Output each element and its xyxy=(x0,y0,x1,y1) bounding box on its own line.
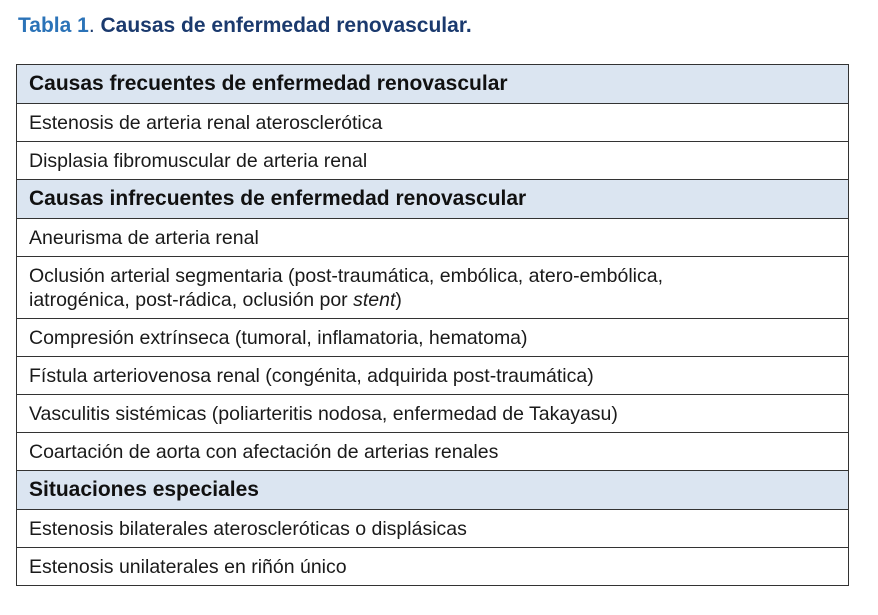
cause-line-2 xyxy=(29,288,836,312)
caption-separator: . xyxy=(88,14,95,37)
table-row xyxy=(17,219,849,257)
section-heading-frequent: Causas frecuentes de enfermedad renovascular xyxy=(17,65,849,104)
table-row xyxy=(17,257,849,319)
table-number: Tabla 1 xyxy=(18,14,89,37)
cause-cell: Aneurisma de arteria renal xyxy=(17,219,849,257)
table-row xyxy=(17,433,849,471)
cause-cell: Estenosis bilaterales ateroscleróticas o displásicas xyxy=(17,510,849,548)
table-row xyxy=(17,395,849,433)
table-row xyxy=(17,548,849,586)
cause-line-2-suffix: ) xyxy=(395,288,402,311)
section-header-row xyxy=(17,180,849,219)
table-title: Causas de enfermedad renovascular. xyxy=(100,14,472,37)
causes-table xyxy=(16,64,849,586)
cause-cell: Compresión extrínseca (tumoral, inflamatoria, hematoma) xyxy=(17,319,849,357)
table-row xyxy=(17,357,849,395)
cause-cell: Coartación de aorta con afectación de arterias renales xyxy=(17,433,849,471)
cause-cell: Estenosis unilaterales en riñón único xyxy=(17,548,849,586)
cause-cell: Fístula arteriovenosa renal (congénita, adquirida post-traumática) xyxy=(17,357,849,395)
table-row xyxy=(17,510,849,548)
cause-cell: Displasia fibromuscular de arteria renal xyxy=(17,142,849,180)
table-row xyxy=(17,104,849,142)
table-row xyxy=(17,319,849,357)
table-row xyxy=(17,142,849,180)
section-header-row xyxy=(17,65,849,104)
table-caption xyxy=(18,14,472,38)
section-header-row xyxy=(17,471,849,510)
cause-cell: Vasculitis sistémicas (poliarteritis nodosa, enfermedad de Takayasu) xyxy=(17,395,849,433)
section-heading-infrequent: Causas infrecuentes de enfermedad renovascular xyxy=(17,180,849,219)
cause-cell: Estenosis de arteria renal aterosclerótica xyxy=(17,104,849,142)
cause-line-2-prefix: iatrogénica, post-rádica, oclusión por xyxy=(29,288,354,311)
cause-line-1: Oclusión arterial segmentaria (post-traumática, embólica, atero-embólica, xyxy=(29,264,664,287)
cause-cell-multiline xyxy=(17,257,849,319)
section-heading-special: Situaciones especiales xyxy=(17,471,849,510)
cause-line-2-italic: stent xyxy=(353,288,396,311)
